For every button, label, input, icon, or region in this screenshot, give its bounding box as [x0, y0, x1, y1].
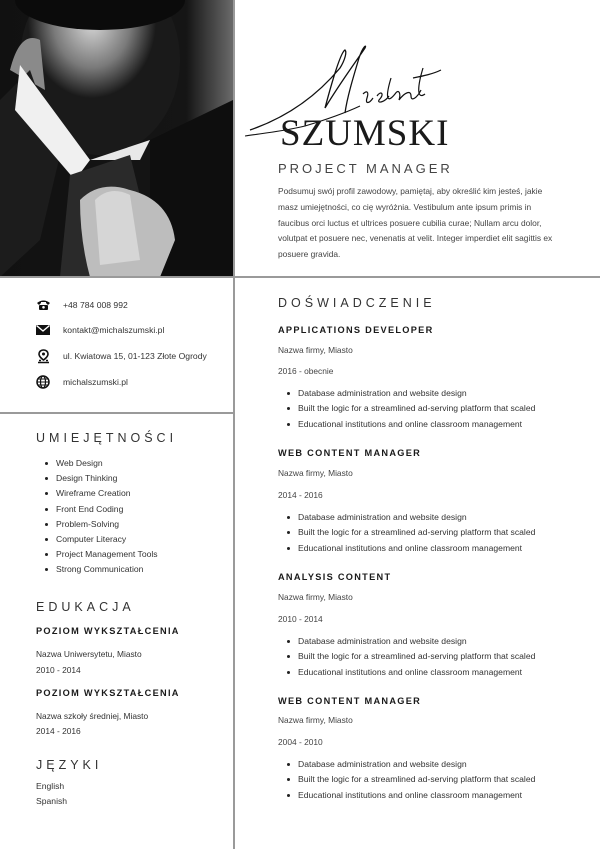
job-company: Nazwa firmy, Miasto	[278, 592, 353, 602]
job-bullet: Built the logic for a streamlined ad-serving platform that scaled	[278, 401, 535, 416]
job-company: Nazwa firmy, Miasto	[278, 468, 353, 478]
job-years: 2016 - obecnie	[278, 366, 334, 376]
job-years: 2014 - 2016	[278, 490, 323, 500]
language-item: English	[36, 781, 65, 791]
globe-icon	[35, 375, 51, 389]
skills-list	[36, 456, 158, 578]
email-address[interactable]: kontakt@michalszumski.pl	[63, 325, 165, 335]
job-bullet: Educational institutions and online classroom management	[278, 665, 535, 680]
job-title: WEB CONTENT MANAGER	[278, 696, 422, 706]
skill-item: Front End Coding	[36, 502, 158, 517]
skill-item: Problem-Solving	[36, 517, 158, 532]
job-company: Nazwa firmy, Miasto	[278, 715, 353, 725]
job-years: 2010 - 2014	[278, 614, 323, 624]
skill-item: Computer Literacy	[36, 532, 158, 547]
job-title: WEB CONTENT MANAGER	[278, 448, 422, 458]
portrait-image	[0, 0, 233, 277]
profile-photo	[0, 0, 233, 277]
website-url[interactable]: michalszumski.pl	[63, 377, 128, 387]
education-level: POZIOM WYKSZTAŁCENIA	[36, 688, 180, 698]
job-bullets	[278, 757, 535, 803]
map-pin-icon	[35, 349, 51, 363]
job-bullet: Built the logic for a streamlined ad-serving platform that scaled	[278, 649, 535, 664]
skills-title: UMIEJĘTNOŚCI	[36, 431, 178, 445]
header-divider	[0, 276, 600, 278]
contact-email	[35, 322, 164, 338]
contact-phone	[35, 297, 128, 313]
job-bullet: Database administration and website design	[278, 757, 535, 772]
profile-summary: Podsumuj swój profil zawodowy, pamiętaj, aby określić kim jesteś, jakie masz umiejętności, co cię wyróżnia. Vestibulum ante ipsum primis in faucibus orci luctus et ultrices posuere cubilia curae; Nullam arcu dolor, volutpat et posuere nec, venenatis at velit. Integer imperdiet elit sagittis ex posuere gravida.	[278, 186, 553, 260]
job-bullets	[278, 386, 535, 432]
job-bullet: Educational institutions and online classroom management	[278, 788, 535, 803]
envelope-icon	[35, 323, 51, 337]
job-role: PROJECT MANAGER	[278, 161, 453, 176]
job-bullets	[278, 510, 535, 556]
education-school: Nazwa Uniwersytetu, Miasto	[36, 649, 142, 659]
job-bullet: Educational institutions and online classroom management	[278, 417, 535, 432]
job-years: 2004 - 2010	[278, 737, 323, 747]
education-school: Nazwa szkoły średniej, Miasto	[36, 711, 149, 721]
education-years: 2014 - 2016	[36, 726, 81, 736]
contact-address	[35, 348, 207, 364]
contact-website	[35, 374, 128, 390]
job-bullet: Database administration and website design	[278, 510, 535, 525]
skill-item: Strong Communication	[36, 562, 158, 577]
header	[235, 0, 600, 276]
job-title: APPLICATIONS DEVELOPER	[278, 325, 434, 335]
education-years: 2010 - 2014	[36, 665, 81, 675]
street-address: ul. Kwiatowa 15, 01-123 Złote Ogrody	[63, 351, 207, 361]
education-title: EDUKACJA	[36, 600, 135, 614]
job-bullet: Built the logic for a streamlined ad-serving platform that scaled	[278, 525, 535, 540]
job-title: ANALYSIS CONTENT	[278, 572, 392, 582]
experience-title: DOŚWIADCZENIE	[278, 296, 436, 310]
phone-number[interactable]: +48 784 008 992	[63, 300, 128, 310]
language-item: Spanish	[36, 796, 68, 806]
skill-item: Project Management Tools	[36, 547, 158, 562]
skill-item: Wireframe Creation	[36, 486, 158, 501]
job-bullet: Database administration and website design	[278, 386, 535, 401]
job-bullet: Built the logic for a streamlined ad-serving platform that scaled	[278, 772, 535, 787]
skill-item: Web Design	[36, 456, 158, 471]
contact-divider	[0, 412, 234, 414]
surname: SZUMSKI	[280, 113, 450, 154]
job-bullets	[278, 634, 535, 680]
job-bullet: Educational institutions and online classroom management	[278, 541, 535, 556]
languages-title: JĘZYKI	[36, 758, 103, 772]
phone-icon	[35, 298, 51, 312]
skill-item: Design Thinking	[36, 471, 158, 486]
job-bullet: Database administration and website design	[278, 634, 535, 649]
education-level: POZIOM WYKSZTAŁCENIA	[36, 626, 180, 636]
job-company: Nazwa firmy, Miasto	[278, 345, 353, 355]
